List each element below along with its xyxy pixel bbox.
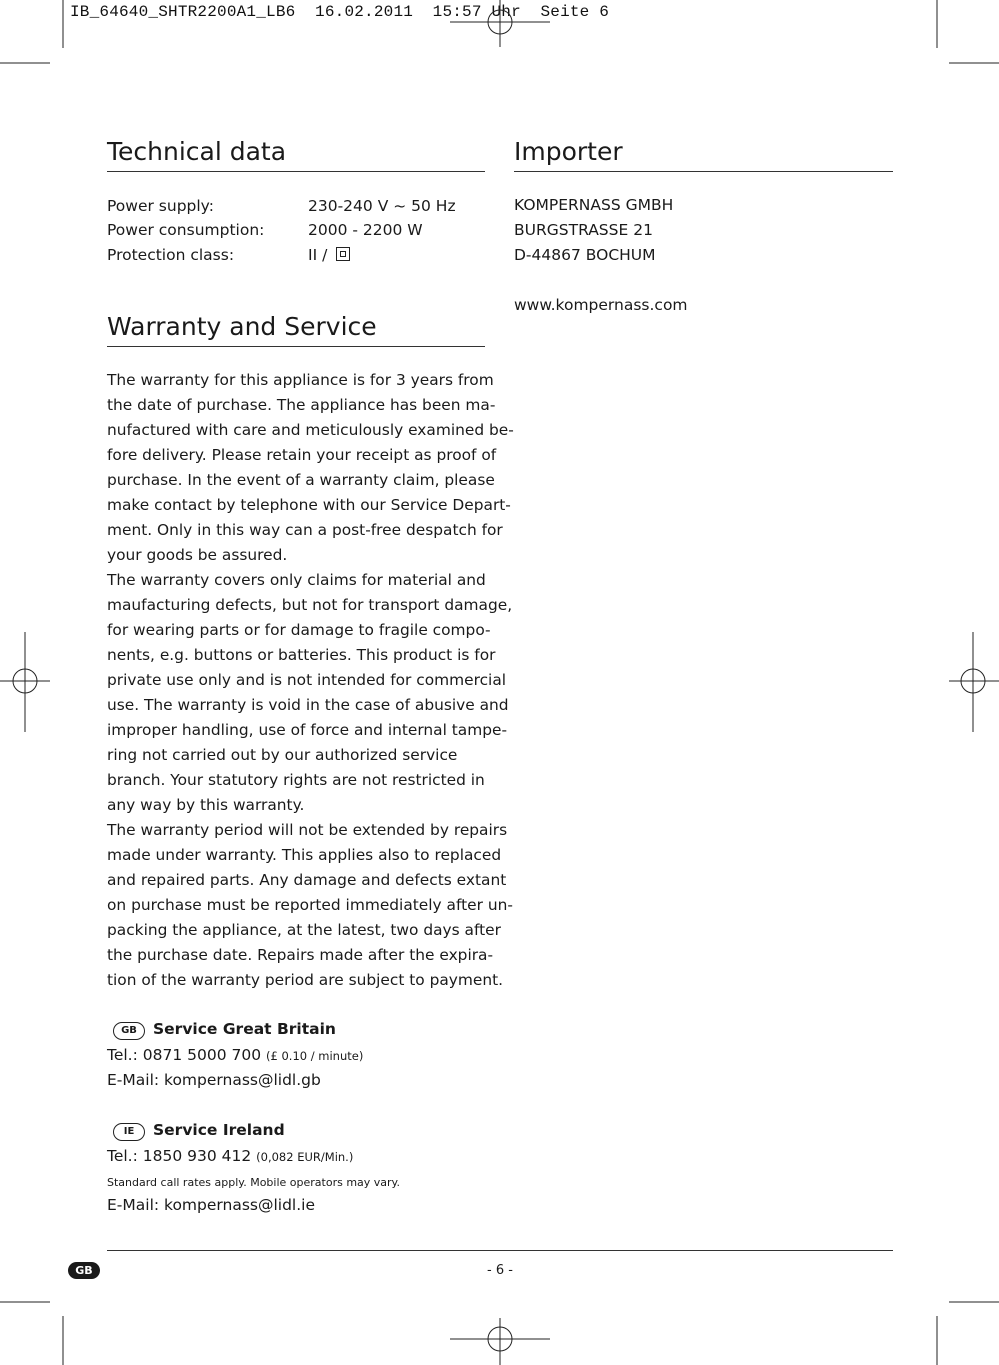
service-ie-title: Service Ireland: [153, 1121, 285, 1139]
page-number: - 6 -: [487, 1263, 513, 1278]
service-ie-tel-number: Tel.: 1850 930 412: [107, 1147, 257, 1165]
warranty-line: ring not carried out by our authorized service: [107, 746, 458, 764]
service-ie-title-row: [107, 1118, 285, 1143]
service-gb-tel-rate: (£ 0.10 / minute): [266, 1049, 364, 1063]
importer-line: D-44867 BOCHUM: [514, 246, 656, 264]
warranty-line: tion of the warranty period are subject to payment.: [107, 971, 504, 989]
spec-label: Power consumption:: [107, 221, 265, 239]
warranty-line: the date of purchase. The appliance has been ma-: [107, 396, 496, 414]
service-gb-title: Service Great Britain: [153, 1020, 336, 1038]
service-ie-email: E-Mail: kompernass@lidl.ie: [107, 1196, 316, 1214]
warranty-line: the purchase date. Repairs made after the expira-: [107, 946, 494, 964]
service-ie-tel: [107, 1144, 353, 1170]
warranty-line: nents, e.g. buttons or batteries. This product is for: [107, 646, 496, 664]
warranty-body: [107, 368, 514, 993]
registration-mark-right: [949, 632, 999, 732]
protection-class-ii-icon: [336, 247, 350, 261]
importer-line: KOMPERNASS GMBH: [514, 196, 674, 214]
footer-rule: [107, 1250, 893, 1251]
technical-data-heading: Technical data: [107, 137, 287, 166]
spec-value: 2000 - 2200 W: [308, 221, 423, 239]
warranty-line: nufactured with care and meticulously examined be-: [107, 421, 514, 439]
service-gb-tel-number: Tel.: 0871 5000 700: [107, 1046, 267, 1064]
importer-website: www.kompernass.com: [514, 296, 688, 314]
spec-label: Power supply:: [107, 197, 214, 215]
technical-data-rule: [107, 171, 485, 172]
warranty-line: fore delivery. Please retain your receipt as proof of: [107, 446, 497, 464]
warranty-line: make contact by telephone with our Service Depart-: [107, 496, 511, 514]
warranty-line: maufacturing defects, but not for transport damage,: [107, 596, 513, 614]
warranty-line: any way by this warranty.: [107, 796, 305, 814]
warranty-line: branch. Your statutory rights are not restricted in: [107, 771, 485, 789]
warranty-line: The warranty for this appliance is for 3 years from: [107, 371, 494, 389]
spec-value: 230-240 V ~ 50 Hz: [308, 197, 456, 215]
importer-address: [514, 193, 688, 318]
warranty-line: purchase. In the event of a warranty claim, please: [107, 471, 495, 489]
spec-value-wrap: [308, 243, 350, 268]
ie-badge-icon: IE: [113, 1123, 145, 1141]
footer-gb-badge-icon: GB: [68, 1262, 100, 1279]
warranty-line: made under warranty. This applies also to replaced: [107, 846, 502, 864]
spec-value: II /: [308, 246, 333, 264]
service-gb-tel: [107, 1043, 363, 1069]
warranty-line: The warranty covers only claims for material and: [107, 571, 486, 589]
warranty-line: ment. Only in this way can a post-free despatch for: [107, 521, 503, 539]
warranty-line: on purchase must be reported immediately after un-: [107, 896, 513, 914]
warranty-heading: Warranty and Service: [107, 312, 377, 341]
warranty-line: for wearing parts or for damage to fragile compo-: [107, 621, 491, 639]
warranty-rule: [107, 346, 485, 347]
service-gb-title-row: [107, 1017, 336, 1042]
warranty-line: packing the appliance, at the latest, two days after: [107, 921, 501, 939]
warranty-line: private use only and is not intended for commercial: [107, 671, 507, 689]
service-ie-note: Standard call rates apply. Mobile operators may vary.: [107, 1176, 400, 1189]
print-slug-line: IB_64640_SHTR2200A1_LB6 16.02.2011 15:57 Uhr Seite 6: [70, 3, 610, 21]
importer-spacer: [514, 268, 688, 293]
service-gb-email: E-Mail: kompernass@lidl.gb: [107, 1071, 321, 1089]
importer-heading: Importer: [514, 137, 623, 166]
service-ie-tel-rate: (0,082 EUR/Min.): [256, 1150, 354, 1164]
registration-mark-left: [0, 632, 50, 732]
warranty-line: and repaired parts. Any damage and defects extant: [107, 871, 507, 889]
registration-mark-top: [450, 0, 550, 47]
warranty-line: your goods be assured.: [107, 546, 288, 564]
importer-rule: [514, 171, 893, 172]
warranty-line: use. The warranty is void in the case of abusive and: [107, 696, 509, 714]
warranty-line: improper handling, use of force and internal tampe-: [107, 721, 508, 739]
importer-line: BURGSTRASSE 21: [514, 221, 653, 239]
spec-label: Protection class:: [107, 246, 235, 264]
gb-badge-icon: GB: [113, 1022, 145, 1040]
warranty-line: The warranty period will not be extended by repairs: [107, 821, 508, 839]
registration-mark-bottom: [450, 1318, 550, 1365]
